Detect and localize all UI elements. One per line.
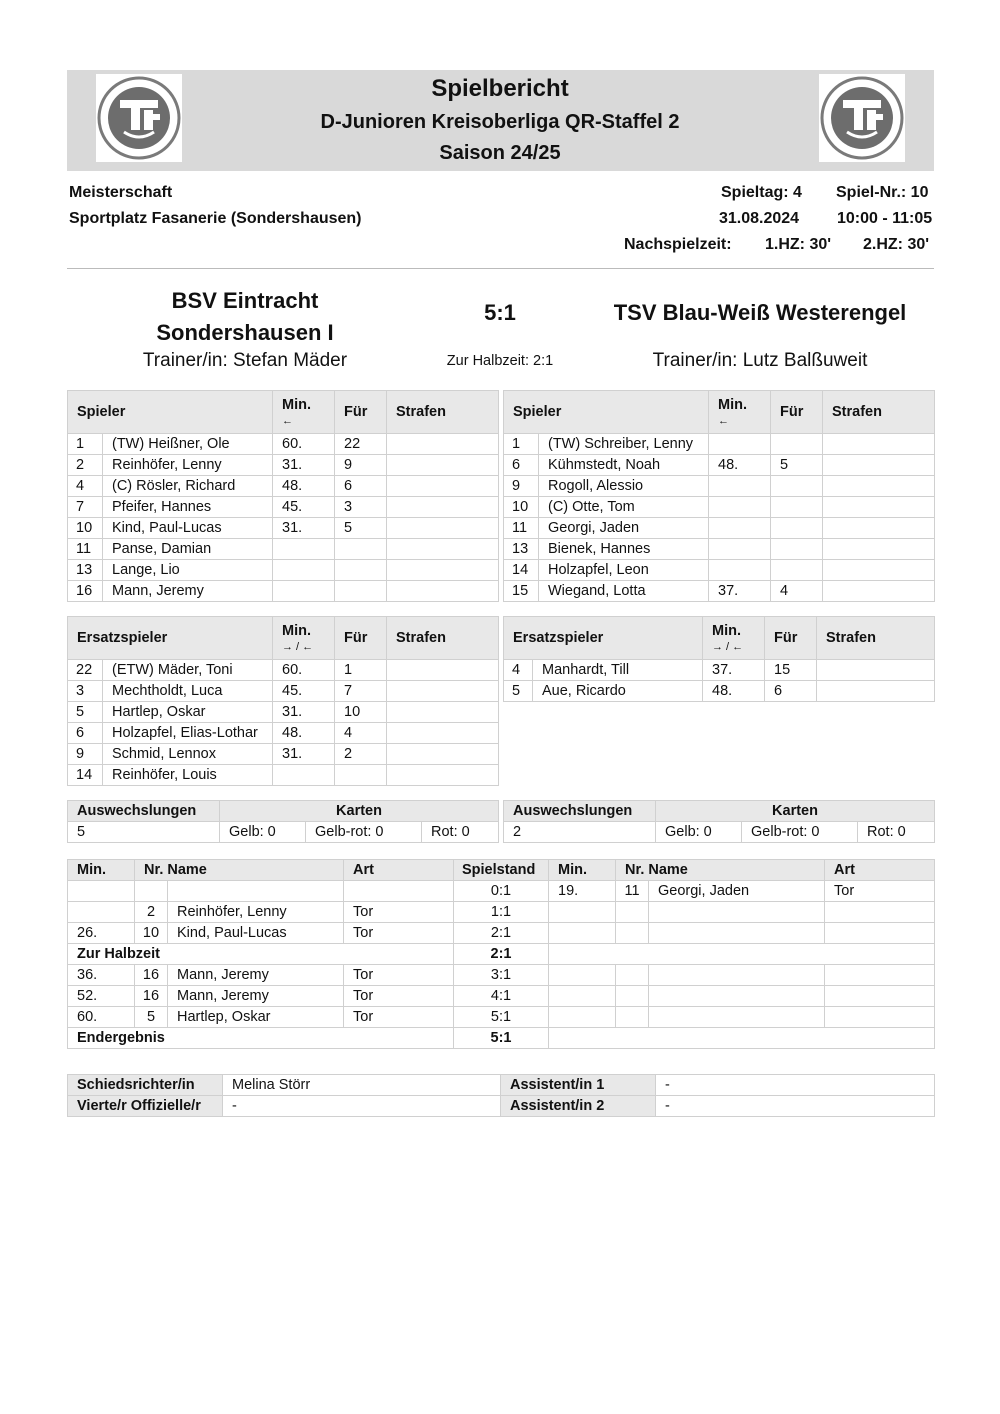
away-red-cards: Rot: 0 <box>858 822 935 843</box>
player-penalties <box>823 476 935 497</box>
player-number: 11 <box>504 518 539 539</box>
away-goal-type <box>825 986 935 1007</box>
player-swap-number: 6 <box>335 476 387 497</box>
player-swap-number: 5 <box>335 518 387 539</box>
karten-label: Karten <box>220 801 499 822</box>
player-minute: 48. <box>709 455 771 476</box>
player-name: Lange, Lio <box>103 560 273 581</box>
player-name: Rogoll, Alessio <box>539 476 709 497</box>
player-number: 13 <box>68 560 103 581</box>
league-name: D-Junioren Kreisoberliga QR-Staffel 2 <box>320 111 680 133</box>
player-swap-number <box>771 518 823 539</box>
away-yellow-cards: Gelb: 0 <box>656 822 742 843</box>
away-goal-minute <box>549 986 616 1007</box>
home-yellow-red-cards: Gelb-rot: 0 <box>306 822 422 843</box>
player-minute <box>709 434 771 455</box>
player-number: 9 <box>68 744 103 765</box>
home-goal-minute <box>68 881 135 902</box>
home-summary-table <box>67 800 499 843</box>
home-goal-type: Tor <box>344 965 454 986</box>
player-number: 5 <box>504 681 533 702</box>
player-name: Pfeifer, Hannes <box>103 497 273 518</box>
final-score: 5:1 <box>484 300 516 325</box>
home-player-row <box>68 581 499 602</box>
home-goal-scorer <box>168 881 344 902</box>
spielstand-header: Spielstand <box>454 860 549 881</box>
player-minute: 31. <box>273 702 335 723</box>
player-penalties <box>387 476 499 497</box>
player-number: 6 <box>68 723 103 744</box>
min-header: Min. → / ← <box>703 617 765 660</box>
home-min-header: Min. <box>68 860 135 881</box>
player-penalties <box>823 434 935 455</box>
away-goal-type: Tor <box>825 881 935 902</box>
player-minute: 31. <box>273 518 335 539</box>
match-date: 31.08.2024 <box>719 210 800 227</box>
auswechslungen-label: Auswechslungen <box>68 801 220 822</box>
goal-row <box>68 902 935 923</box>
home-yellow-cards: Gelb: 0 <box>220 822 306 843</box>
home-subs-table <box>67 616 499 786</box>
player-name: Reinhöfer, Lenny <box>103 455 273 476</box>
assistent2-value: - <box>656 1096 935 1117</box>
player-penalties <box>817 660 935 681</box>
player-minute: 31. <box>273 744 335 765</box>
away-subs-body <box>504 660 935 702</box>
away-goal-scorer: Georgi, Jaden <box>649 881 825 902</box>
home-sub-row <box>68 765 499 786</box>
home-goal-scorer: Reinhöfer, Lenny <box>168 902 344 923</box>
player-swap-number <box>335 765 387 786</box>
player-number: 22 <box>68 660 103 681</box>
home-subs-body <box>68 660 499 786</box>
away-goal-scorer <box>649 965 825 986</box>
away-players-body <box>504 434 935 602</box>
fuer-header: Für <box>335 391 387 434</box>
player-name: Holzapfel, Leon <box>539 560 709 581</box>
player-penalties <box>387 560 499 581</box>
away-substitutions-count: 2 <box>504 822 656 843</box>
away-goal-minute: 19. <box>549 881 616 902</box>
nachspielzeit-label: Nachspielzeit: <box>624 236 732 253</box>
player-name: Mann, Jeremy <box>103 581 273 602</box>
player-name: Reinhöfer, Louis <box>103 765 273 786</box>
home-goal-type <box>344 881 454 902</box>
halftime-score: Zur Halbzeit: 2:1 <box>446 353 554 369</box>
goal-score: 4:1 <box>454 986 549 1007</box>
player-swap-number <box>335 539 387 560</box>
end-result: 5:1 <box>454 1028 549 1049</box>
player-penalties <box>387 681 499 702</box>
player-number: 14 <box>68 765 103 786</box>
player-swap-number: 5 <box>771 455 823 476</box>
home-goal-minute: 26. <box>68 923 135 944</box>
home-lineup-table <box>67 390 499 602</box>
player-minute: 48. <box>703 681 765 702</box>
away-player-row <box>504 518 935 539</box>
player-minute: 45. <box>273 681 335 702</box>
home-player-row <box>68 497 499 518</box>
player-penalties <box>823 497 935 518</box>
player-swap-number <box>771 539 823 560</box>
second-half-extra: 2.HZ: 30' <box>863 236 930 253</box>
home-goal-type: Tor <box>344 923 454 944</box>
home-sub-row <box>68 744 499 765</box>
goals-second-half <box>68 965 935 1028</box>
home-goal-minute: 60. <box>68 1007 135 1028</box>
assistent1-label: Assistent/in 1 <box>501 1075 656 1096</box>
player-penalties <box>387 660 499 681</box>
away-lineup-table <box>503 390 935 602</box>
away-goal-number <box>616 923 649 944</box>
min-header: Min. ← <box>273 391 335 434</box>
player-swap-number: 6 <box>765 681 817 702</box>
player-number: 16 <box>68 581 103 602</box>
home-trainer: Trainer/in: Stefan Mäder <box>142 350 348 371</box>
vierte-offizielle-value: - <box>223 1096 501 1117</box>
strafen-header: Strafen <box>387 617 499 660</box>
player-name: Manhardt, Till <box>533 660 703 681</box>
goal-row <box>68 881 935 902</box>
player-number: 2 <box>68 455 103 476</box>
player-number: 10 <box>68 518 103 539</box>
strafen-header: Strafen <box>817 617 935 660</box>
goal-row <box>68 1007 935 1028</box>
player-name: (ETW) Mäder, Toni <box>103 660 273 681</box>
player-penalties <box>387 518 499 539</box>
player-number: 7 <box>68 497 103 518</box>
venue: Sportplatz Fasanerie (Sondershausen) <box>69 210 362 227</box>
assistent2-label: Assistent/in 2 <box>501 1096 656 1117</box>
away-goal-minute <box>549 965 616 986</box>
divider <box>67 268 934 269</box>
home-team-line2: Sondershausen I <box>156 320 334 345</box>
home-player-row <box>68 434 499 455</box>
player-swap-number <box>771 434 823 455</box>
strafen-header: Strafen <box>823 391 935 434</box>
player-number: 10 <box>504 497 539 518</box>
away-goal-type <box>825 965 935 986</box>
spieltag: Spieltag: 4 <box>721 184 802 201</box>
away-nr-name-header: Nr. Name <box>616 860 825 881</box>
player-penalties <box>387 581 499 602</box>
away-goal-minute <box>549 923 616 944</box>
player-name: Bienek, Hannes <box>539 539 709 560</box>
vierte-offizielle-label: Vierte/r Offizielle/r <box>68 1096 223 1117</box>
goal-row <box>68 923 935 944</box>
home-goal-number <box>135 881 168 902</box>
away-min-header: Min. <box>549 860 616 881</box>
player-name: Panse, Damian <box>103 539 273 560</box>
away-goal-minute <box>549 902 616 923</box>
away-goal-number <box>616 902 649 923</box>
player-penalties <box>387 455 499 476</box>
player-minute: 31. <box>273 455 335 476</box>
goal-score: 5:1 <box>454 1007 549 1028</box>
away-player-row <box>504 497 935 518</box>
away-goal-type <box>825 923 935 944</box>
player-swap-number: 1 <box>335 660 387 681</box>
player-name: (C) Otte, Tom <box>539 497 709 518</box>
away-subs-table <box>503 616 935 702</box>
away-goal-scorer <box>649 902 825 923</box>
away-player-row <box>504 560 935 581</box>
player-number: 5 <box>68 702 103 723</box>
home-player-row <box>68 539 499 560</box>
away-goal-number <box>616 965 649 986</box>
goals-table <box>67 859 935 1049</box>
min-header: Min. ← <box>709 391 771 434</box>
player-swap-number <box>335 581 387 602</box>
home-goal-scorer: Kind, Paul-Lucas <box>168 923 344 944</box>
player-swap-number: 15 <box>765 660 817 681</box>
player-minute <box>273 581 335 602</box>
player-swap-number: 4 <box>335 723 387 744</box>
away-summary-table <box>503 800 935 843</box>
player-number: 1 <box>68 434 103 455</box>
halftime-filler <box>549 944 935 965</box>
player-swap-number <box>771 560 823 581</box>
fuer-header: Für <box>771 391 823 434</box>
player-number: 11 <box>68 539 103 560</box>
away-art-header: Art <box>825 860 935 881</box>
first-half-extra: 1.HZ: 30' <box>765 236 832 253</box>
player-name: Wiegand, Lotta <box>539 581 709 602</box>
player-number: 1 <box>504 434 539 455</box>
karten-label: Karten <box>656 801 935 822</box>
away-goal-scorer <box>649 986 825 1007</box>
strafen-header: Strafen <box>387 391 499 434</box>
away-sub-row <box>504 681 935 702</box>
player-minute <box>709 539 771 560</box>
player-penalties <box>387 702 499 723</box>
home-players-body <box>68 434 499 602</box>
player-number: 13 <box>504 539 539 560</box>
report-title: Spielbericht <box>431 75 569 102</box>
away-goal-number: 11 <box>616 881 649 902</box>
away-goal-minute <box>549 1007 616 1028</box>
player-penalties <box>387 744 499 765</box>
officials-table <box>67 1074 935 1117</box>
home-goal-number: 16 <box>135 986 168 1007</box>
player-penalties <box>817 681 935 702</box>
home-team-line1: BSV Eintracht <box>171 288 319 313</box>
goals-first-half <box>68 881 935 944</box>
player-name: Georgi, Jaden <box>539 518 709 539</box>
home-goal-number: 5 <box>135 1007 168 1028</box>
player-minute <box>709 497 771 518</box>
player-minute <box>273 539 335 560</box>
away-player-row <box>504 581 935 602</box>
player-swap-number <box>335 560 387 581</box>
player-number: 3 <box>68 681 103 702</box>
player-number: 4 <box>504 660 533 681</box>
player-swap-number: 4 <box>771 581 823 602</box>
home-goal-type: Tor <box>344 986 454 1007</box>
halftime-result: 2:1 <box>454 944 549 965</box>
player-penalties <box>387 723 499 744</box>
player-minute <box>273 765 335 786</box>
match-time: 10:00 - 11:05 <box>837 210 933 227</box>
player-minute: 37. <box>709 581 771 602</box>
home-player-row <box>68 476 499 497</box>
player-name: Mechtholdt, Luca <box>103 681 273 702</box>
goal-row <box>68 986 935 1007</box>
player-swap-number: 7 <box>335 681 387 702</box>
away-sub-row <box>504 660 935 681</box>
home-sub-row <box>68 723 499 744</box>
home-goal-scorer: Hartlep, Oskar <box>168 1007 344 1028</box>
player-number: 6 <box>504 455 539 476</box>
home-player-row <box>68 518 499 539</box>
player-penalties <box>387 765 499 786</box>
fuer-header: Für <box>335 617 387 660</box>
home-goal-minute: 36. <box>68 965 135 986</box>
player-penalties <box>387 497 499 518</box>
away-goal-scorer <box>649 1007 825 1028</box>
player-penalties <box>387 539 499 560</box>
fuer-header: Für <box>765 617 817 660</box>
player-swap-number: 10 <box>335 702 387 723</box>
away-goal-scorer <box>649 923 825 944</box>
player-penalties <box>823 539 935 560</box>
player-minute <box>709 560 771 581</box>
away-player-row <box>504 455 935 476</box>
player-penalties <box>823 455 935 476</box>
home-goal-type: Tor <box>344 902 454 923</box>
ersatzspieler-header: Ersatzspieler <box>68 617 273 660</box>
competition: Meisterschaft <box>69 184 173 201</box>
away-trainer: Trainer/in: Lutz Balßuweit <box>652 350 868 371</box>
schiedsrichter-value: Melina Störr <box>223 1075 501 1096</box>
player-name: Kühmstedt, Noah <box>539 455 709 476</box>
goal-score: 2:1 <box>454 923 549 944</box>
player-minute <box>709 518 771 539</box>
end-filler <box>549 1028 935 1049</box>
home-player-row <box>68 455 499 476</box>
player-minute <box>709 476 771 497</box>
player-penalties <box>823 581 935 602</box>
spieler-header: Spieler <box>68 391 273 434</box>
away-player-row <box>504 539 935 560</box>
home-player-row <box>68 560 499 581</box>
home-sub-row <box>68 681 499 702</box>
player-minute: 48. <box>273 723 335 744</box>
player-minute: 60. <box>273 660 335 681</box>
away-player-row <box>504 476 935 497</box>
season: Saison 24/25 <box>439 142 561 164</box>
player-swap-number <box>771 497 823 518</box>
player-name: Aue, Ricardo <box>533 681 703 702</box>
player-penalties <box>823 518 935 539</box>
player-swap-number: 2 <box>335 744 387 765</box>
home-team <box>100 285 390 349</box>
player-minute: 48. <box>273 476 335 497</box>
player-swap-number: 3 <box>335 497 387 518</box>
assistent1-value: - <box>656 1075 935 1096</box>
home-sub-row <box>68 660 499 681</box>
spiel-nr: Spiel-Nr.: 10 <box>836 184 929 201</box>
ersatzspieler-header: Ersatzspieler <box>504 617 703 660</box>
player-name: Schmid, Lennox <box>103 744 273 765</box>
home-substitutions-count: 5 <box>68 822 220 843</box>
player-penalties <box>823 560 935 581</box>
away-goal-type <box>825 1007 935 1028</box>
home-goal-number: 2 <box>135 902 168 923</box>
home-goal-type: Tor <box>344 1007 454 1028</box>
player-swap-number: 22 <box>335 434 387 455</box>
player-name: (C) Rösler, Richard <box>103 476 273 497</box>
auswechslungen-label: Auswechslungen <box>504 801 656 822</box>
goal-row <box>68 965 935 986</box>
player-swap-number: 9 <box>335 455 387 476</box>
goal-score: 3:1 <box>454 965 549 986</box>
away-goal-number <box>616 1007 649 1028</box>
player-name: Hartlep, Oskar <box>103 702 273 723</box>
player-number: 14 <box>504 560 539 581</box>
player-name: Holzapfel, Elias-Lothar <box>103 723 273 744</box>
min-header: Min. → / ← <box>273 617 335 660</box>
player-name: Kind, Paul-Lucas <box>103 518 273 539</box>
player-name: (TW) Heißner, Ole <box>103 434 273 455</box>
player-minute: 45. <box>273 497 335 518</box>
player-minute: 37. <box>703 660 765 681</box>
home-goal-number: 10 <box>135 923 168 944</box>
player-number: 9 <box>504 476 539 497</box>
player-number: 4 <box>68 476 103 497</box>
home-nr-name-header: Nr. Name <box>135 860 344 881</box>
home-goal-scorer: Mann, Jeremy <box>168 965 344 986</box>
away-team: TSV Blau-Weiß Westerengel <box>613 300 907 325</box>
player-minute: 60. <box>273 434 335 455</box>
spieler-header: Spieler <box>504 391 709 434</box>
home-art-header: Art <box>344 860 454 881</box>
endergebnis-label: Endergebnis <box>68 1028 454 1049</box>
home-goal-scorer: Mann, Jeremy <box>168 986 344 1007</box>
player-name: (TW) Schreiber, Lenny <box>539 434 709 455</box>
away-yellow-red-cards: Gelb-rot: 0 <box>742 822 858 843</box>
home-goal-minute <box>68 902 135 923</box>
away-goal-type <box>825 902 935 923</box>
goal-score: 0:1 <box>454 881 549 902</box>
player-penalties <box>387 434 499 455</box>
goal-score: 1:1 <box>454 902 549 923</box>
schiedsrichter-label: Schiedsrichter/in <box>68 1075 223 1096</box>
home-goal-minute: 52. <box>68 986 135 1007</box>
home-goal-number: 16 <box>135 965 168 986</box>
player-swap-number <box>771 476 823 497</box>
zur-halbzeit-label: Zur Halbzeit <box>68 944 454 965</box>
player-number: 15 <box>504 581 539 602</box>
away-player-row <box>504 434 935 455</box>
home-sub-row <box>68 702 499 723</box>
away-goal-number <box>616 986 649 1007</box>
player-minute <box>273 560 335 581</box>
home-red-cards: Rot: 0 <box>422 822 499 843</box>
